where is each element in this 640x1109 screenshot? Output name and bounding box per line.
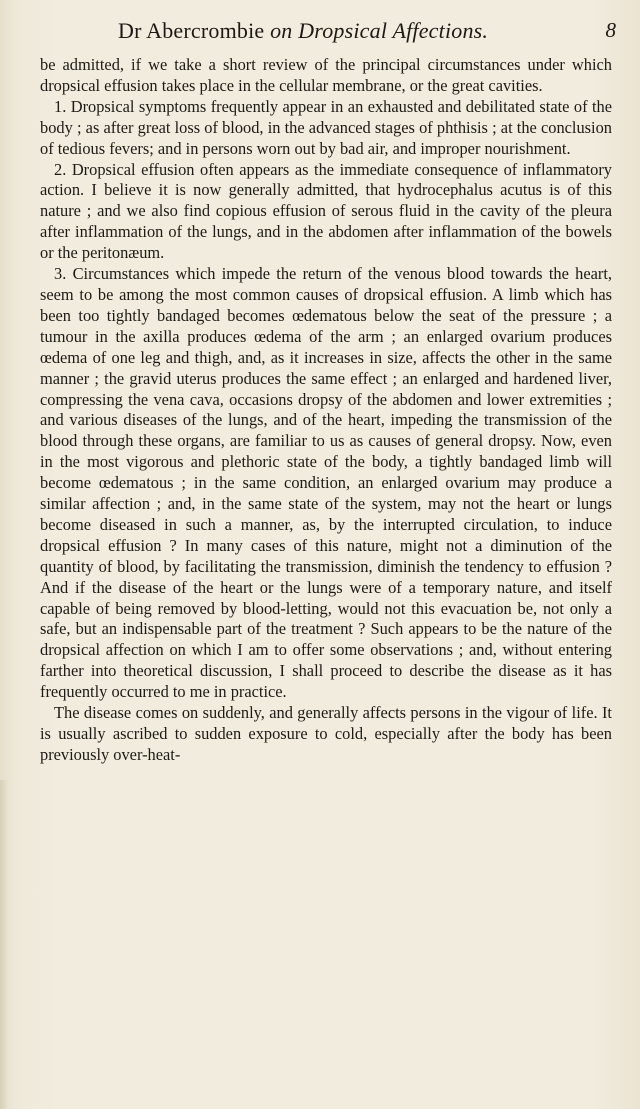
paragraph-item-2: 2. Dropsical effusion often appears as the immediate consequence of inflammatory action. I believe it is now generally admitted, that hydrocephalus acutus is of this nature ; and we also find copious effusion of serous fluid in the cavity of the pleura after inflammation of the lungs, and in the abdomen after inflammation of the bowels or the peritonæum.	[40, 159, 612, 263]
page-edge-shadow	[0, 780, 8, 1109]
paragraph-disease-onset: The disease comes on suddenly, and generally affects persons in the vigour of life. It is usually ascribed to sudden exposure to cold, especially after the body has been previously over-heat-	[40, 703, 612, 764]
page-number: 8	[605, 18, 616, 42]
paragraph-item-1: 1. Dropsical symptoms frequently appear in an exhausted and debilitated state of the body ; as after great loss of blood, in the advanced stages of phthisis ; at the conclusion of tedious fevers; and in persons worn out by bad air, and improper nourishment.	[40, 96, 612, 158]
paragraph-item-3: 3. Circumstances which impede the return of the venous blood towards the heart, seem to be among the most common causes of dropsical effusion. A limb which has been too tightly bandaged becomes œdematous below the seat of the pressure ; a tumour in the axilla produces œdema of the arm ; an enlarged ovarium produces œdema of one leg and thigh, and, as it increases in size, affects the other in the same manner ; the gravid uterus produces the same effect ; an enlarged and hardened liver, compressing the vena cava, occasions dropsy of the abdomen and lower extremities ; and various diseases of the lungs, and of the heart, impeding the transmission of the blood through these organs, are familiar to us as causes of general dropsy. Now, even in the most vigorous and plethoric state of the body, a tightly bandaged limb will become œdematous ; in the same condition, an enlarged ovarium may produce a similar affection ; and, in the same state of the system, may not the heart or lungs become diseased in such a manner, as, by the interrupted circulation, to induce dropsical effusion ? In many cases of this nature, might not a diminution of the quantity of blood, by facilitating the transmission, diminish the tendency to effusion ? And if the disease of the heart or the lungs were of a temporary nature, and itself capable of being removed by blood-letting, would not this evacuation be, not only a safe, but an indispensable part of the treatment ? Such appears to be the nature of the dropsical affection on which I am to offer some observations ; and, without entering farther into theoretical discussion, I shall proceed to describe the disease as it has frequently occurred to me in practice.	[40, 264, 612, 702]
body-text	[40, 55, 612, 766]
running-title-author: Dr Abercrombie	[118, 18, 271, 43]
running-title-subject: on Dropsical Affections.	[270, 18, 489, 43]
running-header	[118, 18, 616, 48]
running-title	[118, 18, 488, 44]
paragraph-continuation: be admitted, if we take a short review of the principal circumstances under which dropsical effusion takes place in the cellular membrane, or the great cavities.	[40, 55, 612, 95]
